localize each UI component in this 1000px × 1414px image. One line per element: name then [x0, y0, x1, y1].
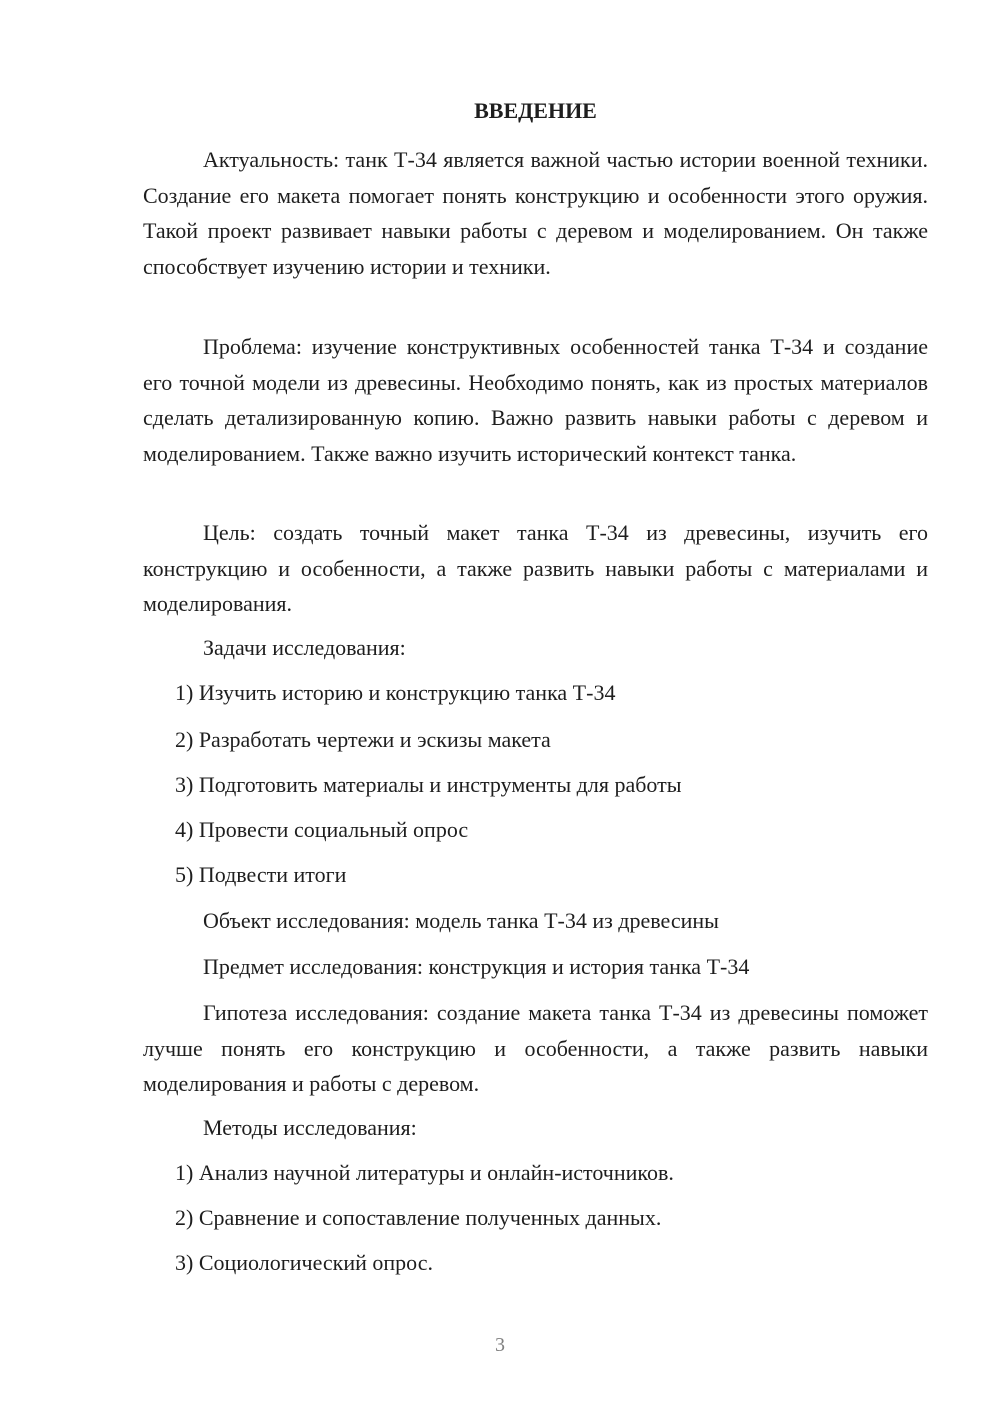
page-number: 3 — [495, 1334, 505, 1356]
page-title: ВВЕДЕНИЕ — [474, 98, 597, 123]
methods-heading: Методы исследования: — [203, 1115, 417, 1140]
task-item: 4) Провести социальный опрос — [175, 817, 469, 842]
tasks-heading: Задачи исследования: — [203, 635, 406, 660]
problem-paragraph: Проблема: изучение конструктивных особенностей танка Т-34 и создание его точной модели из древесины. Необходимо понять, как из простых материалов сделать детализированную копию. Важно развить навыки работы с деревом и моделированием. Также важно изучить исторический контекст танка. — [143, 334, 928, 466]
method-item: 3) Социологический опрос. — [175, 1250, 433, 1275]
task-item: 2) Разработать чертежи и эскизы макета — [175, 727, 551, 752]
method-item: 1) Анализ научной литературы и онлайн-источников. — [175, 1160, 674, 1185]
goal-paragraph: Цель: создать точный макет танка Т-34 из древесины, изучить его конструкцию и особенности, а также развить навыки работы с материалами и моделирования. — [143, 520, 928, 616]
research-subject: Предмет исследования: конструкция и история танка Т-34 — [203, 954, 750, 979]
hypothesis-paragraph: Гипотеза исследования: создание макета танка Т-34 из древесины поможет лучше понять его конструкцию и особенности, а также развить навыки моделирования и работы с деревом. — [143, 1000, 928, 1096]
task-item: 1) Изучить историю и конструкцию танка Т-34 — [175, 680, 616, 705]
task-item: 3) Подготовить материалы и инструменты для работы — [175, 772, 682, 797]
task-item: 5) Подвести итоги — [175, 862, 347, 887]
research-object: Объект исследования: модель танка Т-34 из древесины — [203, 908, 719, 933]
relevance-paragraph: Актуальность: танк Т-34 является важной частью истории военной техники. Создание его макета помогает понять конструкцию и особенности этого оружия. Такой проект развивает навыки работы с деревом и моделированием. Он также способствует изучению истории и техники. — [143, 147, 928, 279]
method-item: 2) Сравнение и сопоставление полученных данных. — [175, 1205, 662, 1230]
